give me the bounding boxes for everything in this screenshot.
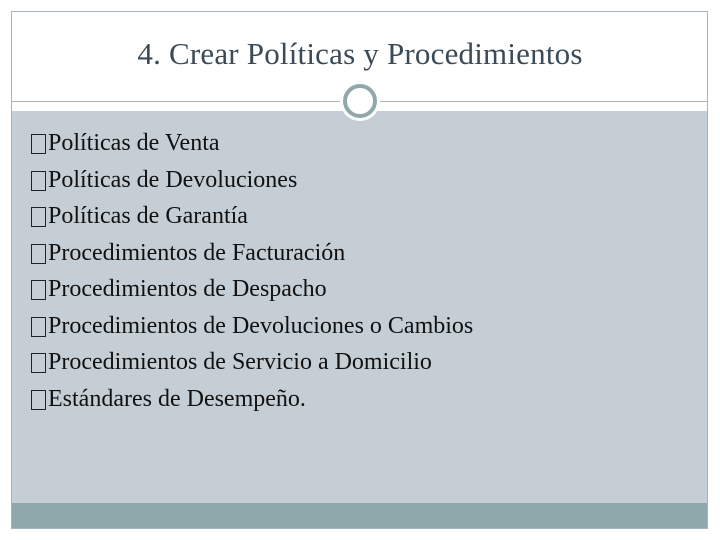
- list-item: [31, 198, 473, 235]
- bullet-list: [31, 125, 473, 417]
- list-item: [31, 271, 473, 308]
- list-item-label: Estándares de Desempeño.: [48, 385, 306, 412]
- list-item: [31, 344, 473, 381]
- footer-bar: [12, 503, 707, 528]
- list-item-label: Políticas de Devoluciones: [48, 166, 298, 193]
- missing-glyph-box-icon: [31, 317, 46, 337]
- list-item: [31, 308, 473, 345]
- circle-ornament-icon: [343, 84, 377, 118]
- list-item: [31, 125, 473, 162]
- list-item-label: Procedimientos de Facturación: [48, 239, 346, 266]
- missing-glyph-box-icon: [31, 280, 46, 300]
- missing-glyph-box-icon: [31, 390, 46, 410]
- list-item-label: Procedimientos de Despacho: [48, 276, 327, 302]
- missing-glyph-box-icon: [31, 207, 46, 227]
- missing-glyph-box-icon: [31, 244, 46, 264]
- list-item: [31, 381, 473, 418]
- missing-glyph-box-icon: [31, 171, 46, 191]
- slide-title: 4. Crear Políticas y Procedimientos: [137, 36, 583, 71]
- list-item-label: Procedimientos de Devoluciones o Cambios: [48, 312, 474, 339]
- list-item-label: Políticas de Venta: [48, 130, 220, 156]
- list-item-label: Políticas de Garantía: [48, 203, 248, 229]
- list-item: [31, 235, 473, 272]
- missing-glyph-box-icon: [31, 353, 46, 373]
- missing-glyph-box-icon: [31, 134, 46, 154]
- list-item: [31, 162, 473, 199]
- list-item-label: Procedimientos de Servicio a Domicilio: [48, 349, 432, 375]
